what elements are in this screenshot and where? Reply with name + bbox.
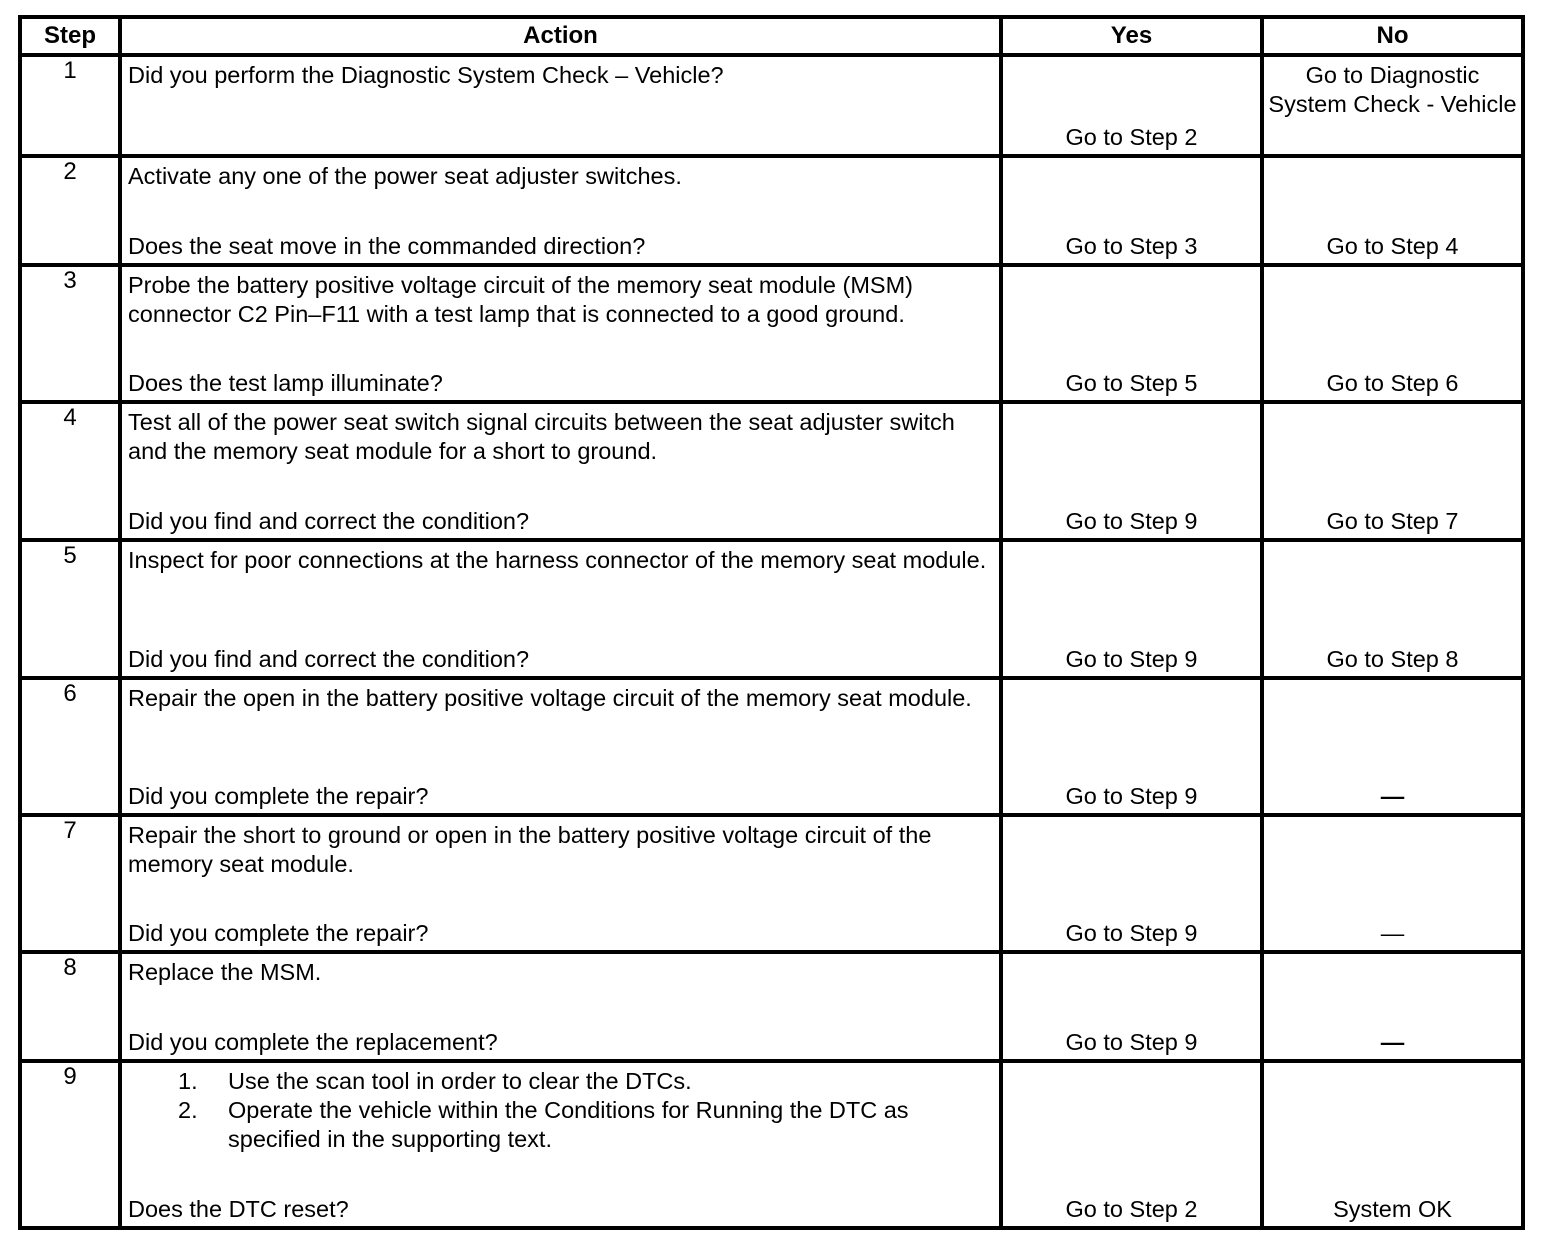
action-cell xyxy=(120,678,1001,815)
yes-answer: Go to Step 9 xyxy=(1065,783,1198,809)
list-item-text: Operate the vehicle within the Conditions for Running the DTC as specified in the supporting text. xyxy=(228,1097,909,1152)
action-cell xyxy=(120,55,1001,156)
no-answer: — xyxy=(1380,1029,1405,1055)
yes-answer: Go to Step 3 xyxy=(1065,233,1198,259)
no-cell xyxy=(1262,952,1523,1061)
action-instruction: Repair the open in the battery positive voltage circuit of the memory seat module. xyxy=(128,685,972,711)
step-number: 7 xyxy=(20,815,120,952)
action-numbered-list xyxy=(128,1067,991,1154)
yes-answer: Go to Step 9 xyxy=(1065,1029,1198,1055)
action-instruction: Activate any one of the power seat adjuster switches. xyxy=(128,163,682,189)
action-question: Did you complete the replacement? xyxy=(128,1029,498,1055)
no-answer: System OK xyxy=(1333,1196,1452,1222)
no-answer: Go to Step 4 xyxy=(1326,233,1459,259)
header-yes: Yes xyxy=(1001,17,1262,55)
table-row-step-6 xyxy=(20,678,1523,815)
action-question: Does the test lamp illuminate? xyxy=(128,370,443,396)
list-item-number: 1. xyxy=(178,1068,198,1094)
action-cell xyxy=(120,815,1001,952)
action-question: Did you complete the repair? xyxy=(128,783,429,809)
yes-answer: Go to Step 2 xyxy=(1065,124,1198,150)
action-question: Does the DTC reset? xyxy=(128,1196,349,1222)
yes-answer: Go to Step 9 xyxy=(1065,508,1198,534)
action-question: Did you find and correct the condition? xyxy=(128,646,530,672)
step-number: 4 xyxy=(20,402,120,540)
list-item xyxy=(128,1096,991,1154)
step-number: 8 xyxy=(20,952,120,1061)
table-row-step-2 xyxy=(20,156,1523,265)
no-answer: Go to Step 8 xyxy=(1326,646,1459,672)
step-number: 9 xyxy=(20,1061,120,1228)
step-number: 6 xyxy=(20,678,120,815)
action-cell xyxy=(120,1061,1001,1228)
step-number: 5 xyxy=(20,540,120,678)
action-instruction: Inspect for poor connections at the harness connector of the memory seat module. xyxy=(128,547,987,573)
list-item-text: Use the scan tool in order to clear the DTCs. xyxy=(228,1068,692,1094)
action-instruction: Replace the MSM. xyxy=(128,959,322,985)
yes-cell xyxy=(1001,1061,1262,1228)
header-row xyxy=(20,17,1523,55)
table-row-step-7 xyxy=(20,815,1523,952)
yes-cell xyxy=(1001,952,1262,1061)
yes-cell xyxy=(1001,678,1262,815)
table-row-step-3 xyxy=(20,265,1523,402)
no-cell xyxy=(1262,540,1523,678)
no-cell xyxy=(1262,678,1523,815)
list-item xyxy=(128,1067,991,1096)
no-cell xyxy=(1262,265,1523,402)
no-answer: — xyxy=(1380,783,1405,809)
header-step: Step xyxy=(20,17,120,55)
yes-cell xyxy=(1001,265,1262,402)
step-number: 1 xyxy=(20,55,120,156)
yes-cell xyxy=(1001,815,1262,952)
action-cell xyxy=(120,265,1001,402)
yes-cell xyxy=(1001,55,1262,156)
action-cell xyxy=(120,156,1001,265)
header-action: Action xyxy=(120,17,1001,55)
no-cell xyxy=(1262,815,1523,952)
no-cell xyxy=(1262,402,1523,540)
yes-answer: Go to Step 9 xyxy=(1065,646,1198,672)
action-instruction: Repair the short to ground or open in the battery positive voltage circuit of the memory seat module. xyxy=(128,822,932,877)
yes-cell xyxy=(1001,540,1262,678)
action-instruction: Test all of the power seat switch signal circuits between the seat adjuster switch and the memory seat module for a short to ground. xyxy=(128,409,955,464)
yes-answer: Go to Step 9 xyxy=(1065,920,1198,946)
list-item-number: 2. xyxy=(178,1097,198,1123)
diagnostic-table xyxy=(18,15,1525,1230)
action-cell xyxy=(120,540,1001,678)
step-number: 3 xyxy=(20,265,120,402)
no-cell xyxy=(1262,156,1523,265)
action-question: Does the seat move in the commanded direction? xyxy=(128,233,646,259)
no-answer: Go to Step 7 xyxy=(1326,508,1459,534)
no-cell xyxy=(1262,1061,1523,1228)
yes-answer: Go to Step 5 xyxy=(1065,370,1198,396)
table-row-step-1 xyxy=(20,55,1523,156)
action-instruction: Did you perform the Diagnostic System Check – Vehicle? xyxy=(128,62,724,88)
yes-answer: Go to Step 2 xyxy=(1065,1196,1198,1222)
table-row-step-8 xyxy=(20,952,1523,1061)
action-question: Did you complete the repair? xyxy=(128,920,429,946)
action-question: Did you find and correct the condition? xyxy=(128,508,530,534)
no-answer: — xyxy=(1380,920,1405,946)
no-cell xyxy=(1262,55,1523,156)
action-cell xyxy=(120,402,1001,540)
action-instruction: Probe the battery positive voltage circuit of the memory seat module (MSM) connector C2 Pin–F11 with a test lamp that is connected to a good ground. xyxy=(128,272,913,327)
table-row-step-9 xyxy=(20,1061,1523,1228)
no-answer: Go to Step 6 xyxy=(1326,370,1459,396)
yes-cell xyxy=(1001,156,1262,265)
step-number: 2 xyxy=(20,156,120,265)
table-row-step-5 xyxy=(20,540,1523,678)
table-row-step-4 xyxy=(20,402,1523,540)
no-answer: Go to Diagnostic System Check - Vehicle xyxy=(1268,62,1517,117)
action-cell xyxy=(120,952,1001,1061)
header-no: No xyxy=(1262,17,1523,55)
yes-cell xyxy=(1001,402,1262,540)
